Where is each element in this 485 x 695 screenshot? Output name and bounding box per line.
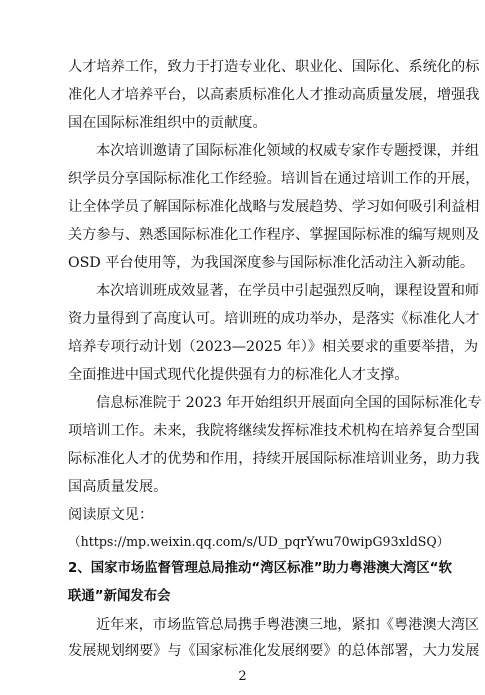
paragraph-2-line-1: 本次培训邀请了国际标准化领域的权威专家作专题授课，并组 (96, 143, 480, 159)
paragraph-1-line-2: 准化人才培养平台，以高素质标准化人才推动高质量发展，增强我 (68, 87, 480, 103)
paragraph-2-line-2: 织学员分享国际标准化工作经验。培训旨在通过培训工作的开展， (68, 171, 480, 187)
paragraph-1-line-1: 人才培养工作，致力于打造专业化、职业化、国际化、系统化的标 (68, 59, 480, 75)
paragraph-4-line-4: 国高质量发展。 (68, 479, 168, 495)
section-heading-line-1: 2、国家市场监督管理总局推动“湾区标准”助力粤港澳大湾区“软 (68, 561, 452, 576)
paragraph-3-line-4: 全面推进中国式现代化提供强有力的标准化人才支撑。 (68, 367, 409, 383)
source-link[interactable]: （https://mp.weixin.qq.com/s/UD_pqrYwu70wipG93xldSQ） (68, 534, 450, 549)
paragraph-3-line-2: 资力量得到了高度认可。培训班的成功举办，是落实《标准化人才 (68, 311, 480, 327)
paragraph-2-line-5: OSD 平台使用等，为我国深度参与国际标准化活动注入新动能。 (68, 255, 475, 271)
paragraph-4-line-1: 信息标准院于 2023 年开始组织开展面向全国的国际标准化专 (96, 395, 482, 411)
paragraph-4-line-2: 项培训工作。未来，我院将继续发挥标准技术机构在培养复合型国 (68, 423, 480, 439)
paragraph-3-line-3: 培养专项行动计划（2023—2025 年）》相关要求的重要举措，为 (68, 339, 479, 355)
paragraph-2-line-3: 让全体学员了解国际标准化战略与发展趋势、学习如何吸引利益相 (68, 199, 480, 215)
read-original-label: 阅读原文见： (68, 507, 154, 523)
paragraph-2-line-4: 关方参与、熟悉国际标准化工作程序、掌握国际标准的编写规则及 (68, 227, 480, 243)
paragraph-4-line-3: 际标准化人才的优势和作用，持续开展国际标准培训业务，助力我 (68, 451, 480, 467)
section-heading-line-2: 联通”新闻发布会 (68, 589, 171, 604)
paragraph-3-line-1: 本次培训班成效显著，在学员中引起强烈反响，课程设置和师 (96, 283, 480, 299)
paragraph-1-line-3: 国在国际标准组织中的贡献度。 (68, 115, 267, 131)
page-number: 2 (238, 669, 247, 684)
final-paragraph-line-1: 近年来，市场监管总局携手粤港澳三地，紧扣《粤港澳大湾区 (96, 617, 480, 633)
final-paragraph-line-2: 发展规划纲要》与《国家标准化发展纲要》的总体部署，大力发展 (68, 643, 480, 659)
